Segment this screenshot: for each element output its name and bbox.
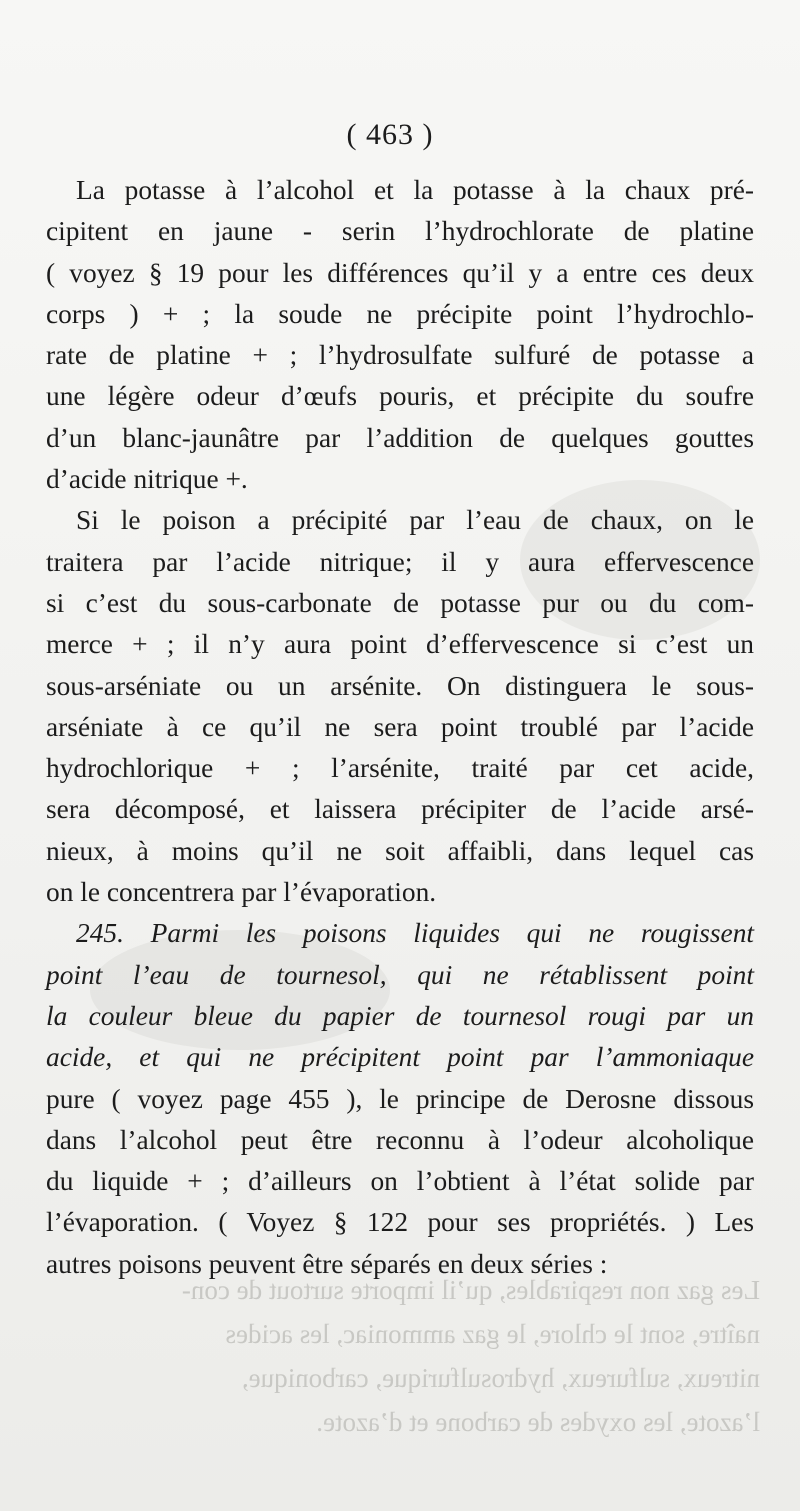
text-line: cipitent en jaune - serin l’hydrochlorate de platine: [46, 216, 754, 247]
text-line: dans l’alcohol peut être reconnu à l’odeur alcoholique: [46, 1124, 754, 1155]
text-line: sera décomposé, et laissera précipiter de l’acide arsé-: [46, 794, 754, 825]
text-line: point l’eau de tournesol, qui ne rétablissent point: [46, 959, 754, 990]
text-line: une légère odeur d’œufs pouris, et précipite du soufre: [46, 381, 754, 412]
bleed-through-line: nitreux, sulfureux, hydrosulfurique, carbonique,: [241, 1363, 760, 1393]
text-line: merce + ; il n’y aura point d’effervescence si c’est un: [46, 629, 754, 660]
text-line: du liquide + ; d’ailleurs on l’obtient à l’état solide par: [46, 1166, 754, 1197]
bleed-through-line: l’azote, les oxydes de carbone et d’azote.: [316, 1407, 760, 1437]
text-line: 245. Parmi les poisons liquides qui ne rougissent: [76, 918, 754, 949]
text-line: on le concentrera par l’évaporation.: [46, 877, 437, 908]
text-line: si c’est du sous-carbonate de potasse pur ou du com-: [46, 587, 754, 618]
text-line: traitera par l’acide nitrique; il y aura effervescence: [46, 546, 754, 577]
text-line: l’évaporation. ( Voyez § 122 pour ses propriétés. ) Les: [46, 1207, 754, 1238]
text-line: nieux, à moins qu’il ne soit affaibli, dans lequel cas: [46, 835, 754, 866]
text-line: rate de platine + ; l’hydrosulfate sulfuré de potasse a: [46, 340, 754, 371]
text-line: arséniate à ce qu’il ne sera point troublé par l’acide: [46, 711, 754, 742]
page-number: ( 463 ): [346, 118, 434, 151]
text-line: la couleur bleue du papier de tournesol rougi par un: [46, 1000, 754, 1031]
text-line: d’un blanc-jaunâtre par l’addition de quelques gouttes: [46, 422, 754, 453]
text-line: ( voyez § 19 pour les différences qu’il y a entre ces deux: [46, 257, 754, 288]
text-line: hydrochlorique + ; l’arsénite, traité par cet acide,: [46, 753, 754, 784]
text-line: d’acide nitrique +.: [46, 464, 248, 495]
text-line: Si le poison a précipité par l’eau de chaux, on le: [76, 505, 754, 536]
bleed-through-text: [40, 1268, 760, 1444]
text-line: acide, et qui ne précipitent point par l’ammoniaque: [46, 1042, 754, 1073]
text-line: sous-arséniate ou un arsénite. On distinguera le sous-: [46, 670, 754, 701]
bleed-through-line: Les gaz non respirables, qu’il importe surtout de con-: [181, 1275, 760, 1305]
bleed-through-line: naître, sont le chlore, le gaz ammoniac, les acides: [225, 1319, 760, 1349]
body-text: [46, 170, 754, 1285]
text-line: pure ( voyez page 455 ), le principe de Derosne dissous: [46, 1083, 754, 1114]
text-line: La potasse à l’alcohol et la potasse à la chaux pré-: [76, 175, 754, 205]
text-line: autres poisons peuvent être séparés en deux séries :: [46, 1248, 608, 1279]
text-line: corps ) + ; la soude ne précipite point l’hydrochlo-: [46, 298, 754, 329]
